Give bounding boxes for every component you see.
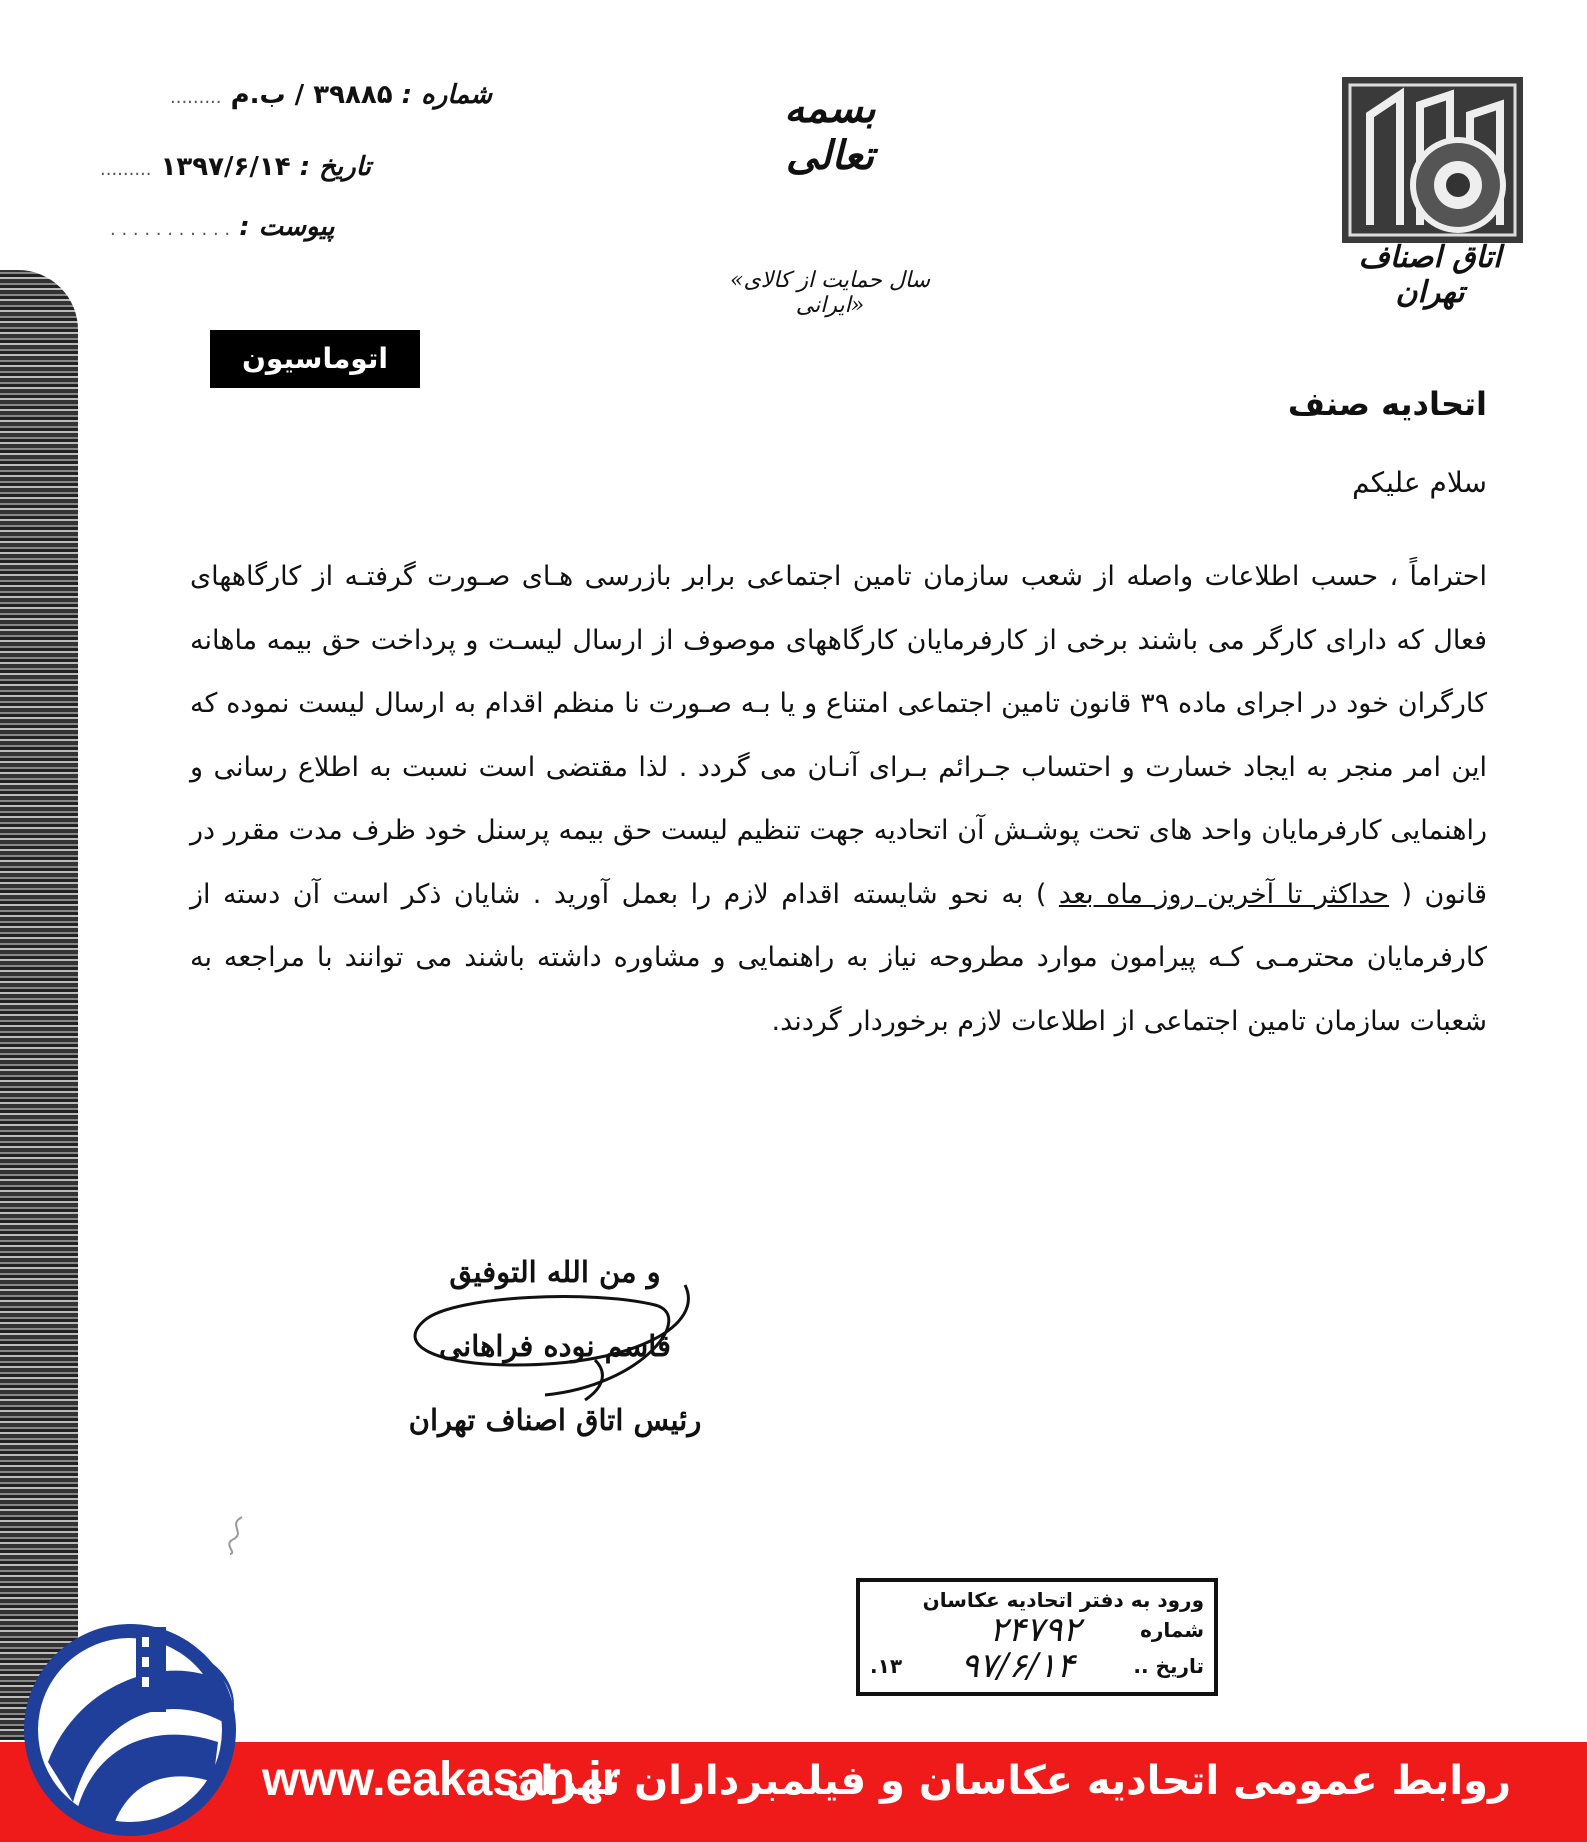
dots-icon: . . . . . . . . . . . [110,219,231,240]
stamp-number-value: ۲۴۷۹۲ [989,1610,1081,1650]
letter-attachment [110,212,335,242]
letter-date [100,152,371,182]
body-underlined-deadline: حداکثر تا آخرین روز ماه بعد [1058,878,1390,910]
body-text-part2: ) به نحو شایسته اقدام لازم را بعمل آورید . شایان ذکر است آن دسته از کارفرمایان محترمـی کـه پیرامون موارد مطروحه نیاز به راهنمایی و مشاوره داشته باشند می توانند با مراجعه به شعبات سازمان تامین اجتماعی از اطلاعات لازم برخوردار گردند. [190,878,1487,1037]
letter-number [170,80,492,110]
attachment-label: پیوست : [239,212,335,242]
signature-block [390,1235,720,1457]
signer-name: قاسم نوده فراهانی [439,1329,671,1363]
number-label: شماره : [401,80,493,110]
year-slogan: «سال حمایت از کالای ایرانی» [730,268,930,318]
stamp-date-label: تاریخ .. [1133,1654,1204,1678]
date-value: ۱۳۹۷/۶/۱۴ [160,152,291,182]
receipt-stamp [856,1578,1218,1696]
salutation: سلام علیکم [1352,466,1487,499]
stamp-number-label: شماره [1140,1618,1204,1642]
org-logo [1340,75,1525,245]
automation-badge: اتوماسیون اداری [210,330,420,388]
recipient: اتحادیه صنف [1287,385,1487,423]
letter-body [190,545,1487,1053]
union-logo-icon [18,1612,258,1842]
stamp-heading: ورود به دفتر اتحادیه عکاسان [922,1588,1204,1612]
signer-title: رئیس اتاق اصناف تهران [408,1403,702,1437]
org-name: اتاق اصناف تهران [1358,240,1502,310]
body-text-part1: احتراماً ، حسب اطلاعات واصله از شعب سازمان تامین اجتماعی برابر بازرسی هـای صـورت گرفتـه از کارگاههای فعال که دارای کارگر می باشند برخی از کارفرمایان کارگاههای موصوف از ارسال لیسـت و پرداخت حق بیمه ماهانه کارگران خود در اجرای ماده ۳۹ قانون تامین اجتماعی امتناع و یا بـه صـورت نا منظم اقدام به ارسال لیست نموده که این امر منجر به ایجاد خسارت و احتساب جـرائم بـرای آنـان می گردد . لذا مقتضی است نسبت به اطلاع رسانی و راهنمایی کارفرمایان واحد های تحت پوشـش آن اتحادیه جهت تنظیم لیست حق بیمه پرسنل خود ظرف مدت مقرر در قانون ( [190,561,1488,910]
stamp-date-prefix: ۱۳. [870,1654,903,1678]
basmala: بسمه تعالی [784,85,876,179]
dots-icon: ......... [100,159,152,180]
footer-url[interactable]: www.eakasan.ir [262,1753,621,1806]
margin-note-scribble [222,1515,252,1555]
stamp-date-value: ۹۷/۶/۱۴ [960,1646,1075,1686]
footer-title: روابط عمومی اتحادیه عکاسان و فیلمبرداران تهران [506,1758,1511,1804]
number-value: ۳۹۸۸۵ / ب.م [230,80,393,110]
dots-icon: ......... [170,87,222,108]
scan-edge [0,270,78,1740]
closing-phrase: و من الله التوفیق [449,1255,661,1289]
date-label: تاریخ : [299,152,371,182]
